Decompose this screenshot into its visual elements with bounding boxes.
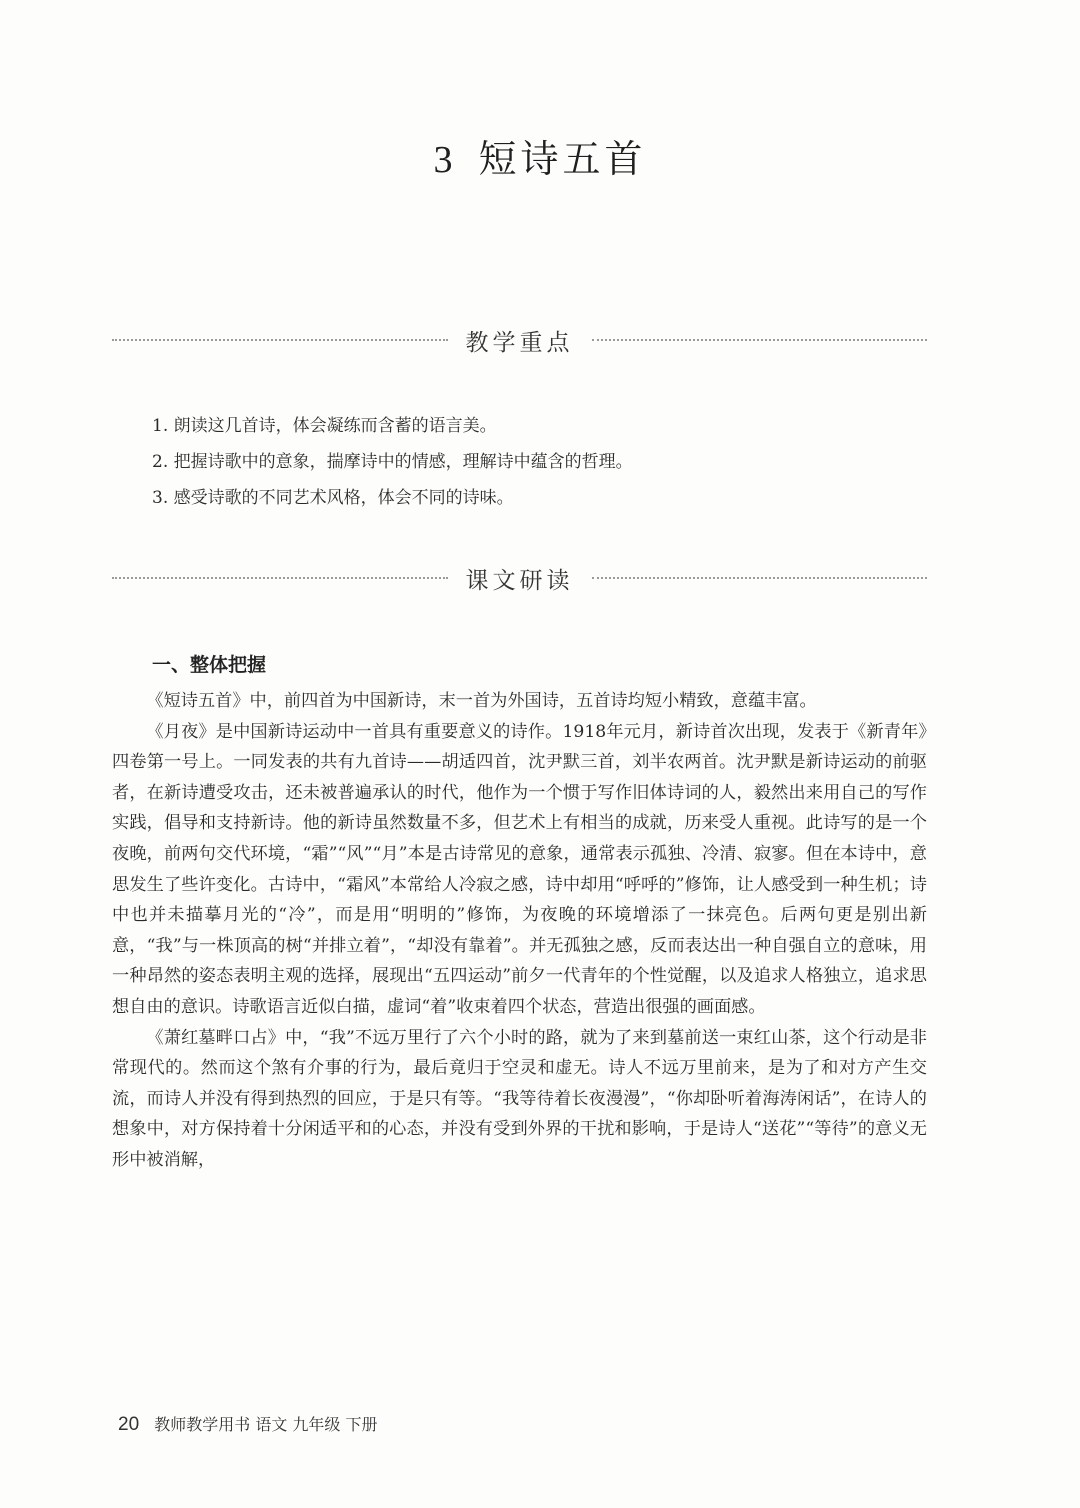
paragraph: 《短诗五首》中，前四首为中国新诗，末一首为外国诗，五首诗均短小精致，意蕴丰富。 (146, 691, 817, 711)
dotted-rule-right (592, 577, 928, 579)
paragraph: 《月夜》是中国新诗运动中一首具有重要意义的诗作。1918年元月，新诗首次出现，发表于《新青年》四卷第一号上。一同发表的共有九首诗——胡适四首，沈尹默三首，刘半农两首。沈尹默是新诗运动的前驱者，在新诗遭受攻击，还未被普遍承认的时代，他作为一个惯于写作旧体诗词的人，毅然出来用自己的写作实践，倡导和支持新诗。他的新诗虽然数量不多，但艺术上有相当的成就，历来受人重视。此诗写的是一个夜晚，前两句交代环境，“霜”“风”“月”本是古诗常见的意象，通常表示孤独、冷清、寂寥。但在本诗中，意思发生了些许变化。古诗中，“霜风”本常给人冷寂之感，诗中却用“呼呼的”修饰，让人感受到一种生机；诗中也并未描摹月光的“冷”，而是用“明明的”修饰，为夜晚的环境增添了一抹亮色。后两句更是别出新意，“我”与一株顶高的树“并排立着”，“却没有靠着”。并无孤独之感，反而表达出一种自强自立的意味，用一种昂然的姿态表明主观的选择，展现出“五四运动”前夕一代青年的个性觉醒，以及追求人格独立，追求思想自由的意识。诗歌语言近似白描，虚词“着”收束着四个状态，营造出很强的画面感。 (112, 721, 927, 1017)
dotted-rule-left (112, 577, 448, 579)
section-label-teaching-focus: 教学重点 (465, 329, 574, 356)
dotted-rule-right (592, 339, 928, 341)
goal-item: 2. 把握诗歌中的意象，揣摩诗中的情感，理解诗中蕴含的哲理。 (152, 452, 633, 472)
goal-item: 1. 朗读这几首诗，体会凝练而含蓄的语言美。 (152, 416, 497, 436)
book-title: 教师教学用书 语文 九年级 下册 (154, 1415, 378, 1434)
page-number: 20 (118, 1414, 140, 1435)
dotted-rule-left (112, 339, 448, 341)
paragraph: 《萧红墓畔口占》中，“我”不远万里行了六个小时的路，就为了来到墓前送一束红山茶，这个行动是非常现代的。然而这个煞有介事的行为，最后竟归于空灵和虚无。诗人不远万里前来，是为了和对方产生交流，而诗人并没有得到热烈的回应，于是只有等。“我等待着长夜漫漫”，“你却卧听着海涛闲话”，在诗人的想象中，对方保持着十分闲适平和的心态，并没有受到外界的干扰和影响，于是诗人“送花”“等待”的意义无形中被消解， (112, 1027, 927, 1170)
page-footer (118, 1412, 378, 1436)
body-text (112, 686, 927, 1176)
chapter-number: 3 (433, 139, 457, 181)
goal-item: 3. 感受诗歌的不同艺术风格，体会不同的诗味。 (152, 488, 514, 508)
section-label-text-study: 课文研读 (465, 567, 574, 594)
teaching-goals-list (152, 408, 912, 516)
chapter-title (0, 128, 1080, 183)
section-header-text-study (112, 558, 927, 598)
section-header-teaching-focus (112, 320, 927, 360)
chapter-name: 短诗五首 (478, 137, 647, 181)
subheading-overall-grasp: 一、整体把握 (152, 654, 267, 676)
